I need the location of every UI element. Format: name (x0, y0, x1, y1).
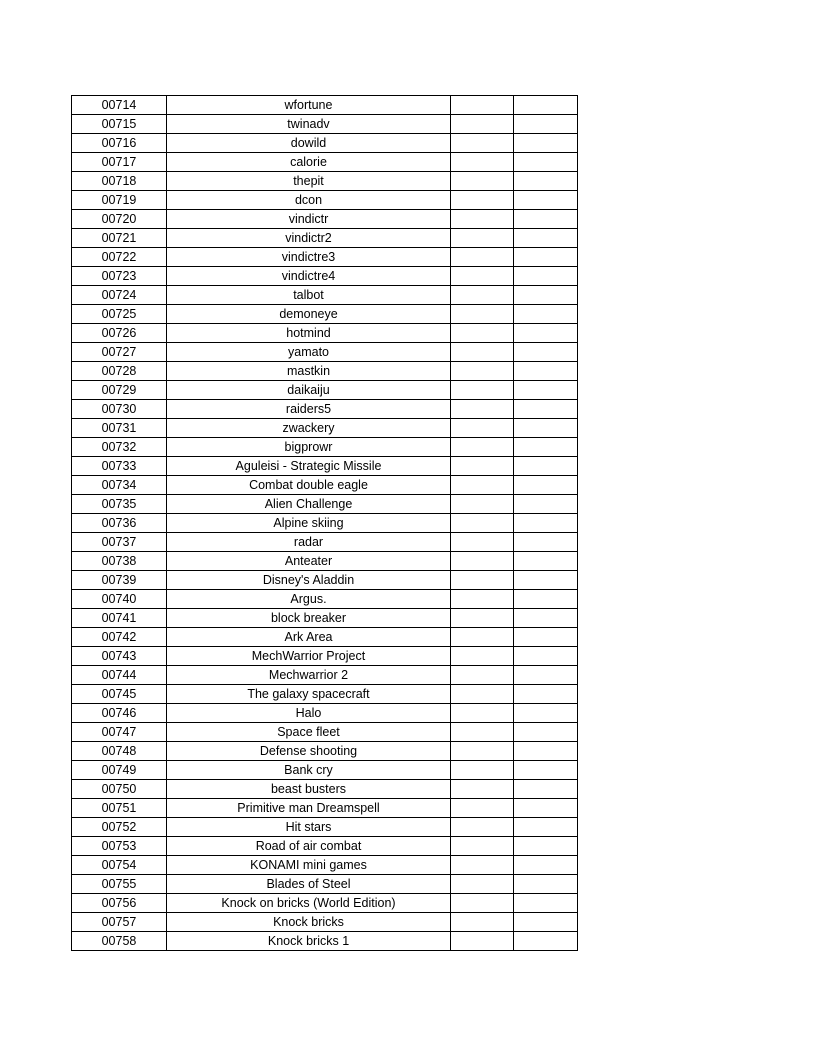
cell-empty-col3 (451, 476, 514, 495)
table-row (72, 552, 578, 571)
cell-empty-col4 (514, 780, 578, 799)
cell-empty-col4 (514, 248, 578, 267)
cell-id: 00755 (72, 875, 167, 894)
cell-name: Anteater (167, 552, 451, 571)
table-row (72, 96, 578, 115)
table-row (72, 742, 578, 761)
cell-id: 00741 (72, 609, 167, 628)
table-row (72, 514, 578, 533)
cell-empty-col4 (514, 267, 578, 286)
cell-empty-col3 (451, 856, 514, 875)
cell-empty-col4 (514, 343, 578, 362)
cell-empty-col3 (451, 381, 514, 400)
cell-id: 00726 (72, 324, 167, 343)
cell-name: zwackery (167, 419, 451, 438)
cell-id: 00748 (72, 742, 167, 761)
cell-empty-col4 (514, 514, 578, 533)
table-row (72, 172, 578, 191)
cell-name: calorie (167, 153, 451, 172)
cell-empty-col4 (514, 286, 578, 305)
cell-id: 00724 (72, 286, 167, 305)
cell-empty-col4 (514, 210, 578, 229)
cell-id: 00750 (72, 780, 167, 799)
cell-id: 00715 (72, 115, 167, 134)
cell-name: Space fleet (167, 723, 451, 742)
cell-empty-col4 (514, 818, 578, 837)
table-row (72, 134, 578, 153)
cell-empty-col3 (451, 172, 514, 191)
cell-id: 00729 (72, 381, 167, 400)
cell-name: Disney's Aladdin (167, 571, 451, 590)
cell-empty-col4 (514, 590, 578, 609)
table-row (72, 400, 578, 419)
cell-name: Primitive man Dreamspell (167, 799, 451, 818)
cell-empty-col3 (451, 818, 514, 837)
cell-name: Road of air combat (167, 837, 451, 856)
cell-name: KONAMI mini games (167, 856, 451, 875)
cell-id: 00732 (72, 438, 167, 457)
cell-empty-col3 (451, 134, 514, 153)
cell-name: Combat double eagle (167, 476, 451, 495)
table-body (72, 96, 578, 951)
cell-id: 00731 (72, 419, 167, 438)
cell-name: Alien Challenge (167, 495, 451, 514)
table-row (72, 286, 578, 305)
table-row (72, 666, 578, 685)
table-row (72, 267, 578, 286)
cell-name: bigprowr (167, 438, 451, 457)
cell-empty-col3 (451, 362, 514, 381)
cell-empty-col3 (451, 742, 514, 761)
cell-empty-col4 (514, 856, 578, 875)
cell-id: 00758 (72, 932, 167, 951)
table-row (72, 875, 578, 894)
cell-empty-col3 (451, 571, 514, 590)
cell-name: twinadv (167, 115, 451, 134)
cell-empty-col3 (451, 305, 514, 324)
cell-empty-col3 (451, 286, 514, 305)
spreadsheet-page (71, 95, 578, 951)
table-row (72, 628, 578, 647)
cell-empty-col3 (451, 495, 514, 514)
cell-name: Argus. (167, 590, 451, 609)
cell-name: vindictr2 (167, 229, 451, 248)
cell-id: 00728 (72, 362, 167, 381)
cell-id: 00740 (72, 590, 167, 609)
table-row (72, 343, 578, 362)
cell-empty-col3 (451, 153, 514, 172)
cell-empty-col3 (451, 191, 514, 210)
cell-name: Alpine skiing (167, 514, 451, 533)
cell-empty-col3 (451, 438, 514, 457)
cell-empty-col3 (451, 400, 514, 419)
cell-id: 00718 (72, 172, 167, 191)
cell-id: 00720 (72, 210, 167, 229)
cell-id: 00757 (72, 913, 167, 932)
table-row (72, 324, 578, 343)
cell-empty-col4 (514, 685, 578, 704)
cell-name: Bank cry (167, 761, 451, 780)
cell-id: 00721 (72, 229, 167, 248)
cell-id: 00739 (72, 571, 167, 590)
game-list-table (71, 95, 578, 951)
cell-empty-col4 (514, 723, 578, 742)
cell-id: 00749 (72, 761, 167, 780)
cell-name: demoneye (167, 305, 451, 324)
cell-name: yamato (167, 343, 451, 362)
cell-empty-col4 (514, 742, 578, 761)
cell-empty-col3 (451, 780, 514, 799)
table-row (72, 305, 578, 324)
table-row (72, 590, 578, 609)
cell-empty-col4 (514, 666, 578, 685)
cell-empty-col4 (514, 419, 578, 438)
cell-empty-col3 (451, 552, 514, 571)
cell-name: vindictr (167, 210, 451, 229)
cell-name: Ark Area (167, 628, 451, 647)
cell-empty-col3 (451, 875, 514, 894)
table-row (72, 894, 578, 913)
table-row (72, 248, 578, 267)
cell-name: The galaxy spacecraft (167, 685, 451, 704)
cell-empty-col4 (514, 761, 578, 780)
cell-id: 00742 (72, 628, 167, 647)
cell-empty-col3 (451, 837, 514, 856)
table-row (72, 609, 578, 628)
cell-empty-col3 (451, 514, 514, 533)
cell-id: 00745 (72, 685, 167, 704)
cell-id: 00734 (72, 476, 167, 495)
cell-empty-col3 (451, 628, 514, 647)
cell-empty-col3 (451, 96, 514, 115)
cell-empty-col3 (451, 609, 514, 628)
table-row (72, 191, 578, 210)
table-row (72, 704, 578, 723)
cell-id: 00743 (72, 647, 167, 666)
cell-empty-col4 (514, 134, 578, 153)
cell-name: Knock bricks 1 (167, 932, 451, 951)
cell-empty-col4 (514, 115, 578, 134)
table-row (72, 856, 578, 875)
table-row (72, 571, 578, 590)
table-row (72, 457, 578, 476)
cell-name: Knock on bricks (World Edition) (167, 894, 451, 913)
cell-empty-col4 (514, 457, 578, 476)
cell-name: Halo (167, 704, 451, 723)
cell-empty-col3 (451, 685, 514, 704)
cell-id: 00753 (72, 837, 167, 856)
cell-id: 00756 (72, 894, 167, 913)
table-row (72, 362, 578, 381)
cell-name: mastkin (167, 362, 451, 381)
cell-id: 00727 (72, 343, 167, 362)
table-row (72, 647, 578, 666)
cell-empty-col4 (514, 362, 578, 381)
cell-id: 00716 (72, 134, 167, 153)
cell-empty-col3 (451, 533, 514, 552)
cell-empty-col3 (451, 761, 514, 780)
cell-name: raiders5 (167, 400, 451, 419)
cell-empty-col4 (514, 932, 578, 951)
cell-id: 00722 (72, 248, 167, 267)
table-row (72, 685, 578, 704)
cell-id: 00730 (72, 400, 167, 419)
cell-empty-col4 (514, 476, 578, 495)
cell-id: 00717 (72, 153, 167, 172)
cell-id: 00714 (72, 96, 167, 115)
cell-name: daikaiju (167, 381, 451, 400)
cell-empty-col3 (451, 799, 514, 818)
cell-name: Blades of Steel (167, 875, 451, 894)
cell-empty-col4 (514, 571, 578, 590)
cell-name: dcon (167, 191, 451, 210)
cell-empty-col4 (514, 438, 578, 457)
cell-name: thepit (167, 172, 451, 191)
cell-id: 00736 (72, 514, 167, 533)
table-row (72, 913, 578, 932)
cell-empty-col3 (451, 229, 514, 248)
cell-empty-col4 (514, 533, 578, 552)
cell-name: dowild (167, 134, 451, 153)
cell-id: 00746 (72, 704, 167, 723)
cell-id: 00735 (72, 495, 167, 514)
cell-id: 00725 (72, 305, 167, 324)
cell-id: 00723 (72, 267, 167, 286)
table-row (72, 533, 578, 552)
table-row (72, 799, 578, 818)
cell-empty-col4 (514, 799, 578, 818)
cell-name: hotmind (167, 324, 451, 343)
table-row (72, 818, 578, 837)
table-row (72, 723, 578, 742)
cell-empty-col3 (451, 723, 514, 742)
cell-empty-col3 (451, 267, 514, 286)
table-row (72, 837, 578, 856)
cell-id: 00733 (72, 457, 167, 476)
table-row (72, 476, 578, 495)
table-row (72, 229, 578, 248)
cell-name: Aguleisi - Strategic Missile (167, 457, 451, 476)
cell-empty-col4 (514, 913, 578, 932)
table-row (72, 115, 578, 134)
cell-empty-col3 (451, 932, 514, 951)
cell-empty-col4 (514, 96, 578, 115)
cell-empty-col4 (514, 704, 578, 723)
cell-empty-col3 (451, 457, 514, 476)
cell-id: 00747 (72, 723, 167, 742)
cell-empty-col3 (451, 343, 514, 362)
cell-empty-col3 (451, 913, 514, 932)
cell-empty-col4 (514, 172, 578, 191)
cell-empty-col3 (451, 590, 514, 609)
table-row (72, 153, 578, 172)
table-row (72, 381, 578, 400)
cell-empty-col3 (451, 666, 514, 685)
cell-name: beast busters (167, 780, 451, 799)
cell-empty-col3 (451, 210, 514, 229)
cell-empty-col3 (451, 324, 514, 343)
cell-id: 00751 (72, 799, 167, 818)
cell-empty-col3 (451, 419, 514, 438)
table-row (72, 495, 578, 514)
table-row (72, 780, 578, 799)
cell-id: 00752 (72, 818, 167, 837)
cell-empty-col4 (514, 324, 578, 343)
cell-id: 00738 (72, 552, 167, 571)
cell-empty-col4 (514, 381, 578, 400)
cell-empty-col3 (451, 704, 514, 723)
cell-id: 00719 (72, 191, 167, 210)
cell-name: Knock bricks (167, 913, 451, 932)
cell-name: block breaker (167, 609, 451, 628)
cell-empty-col4 (514, 647, 578, 666)
cell-empty-col4 (514, 875, 578, 894)
cell-empty-col4 (514, 495, 578, 514)
cell-empty-col4 (514, 229, 578, 248)
cell-empty-col4 (514, 628, 578, 647)
cell-empty-col3 (451, 115, 514, 134)
table-row (72, 932, 578, 951)
cell-name: vindictre4 (167, 267, 451, 286)
cell-empty-col3 (451, 894, 514, 913)
cell-empty-col4 (514, 609, 578, 628)
table-row (72, 210, 578, 229)
cell-name: Hit stars (167, 818, 451, 837)
cell-name: talbot (167, 286, 451, 305)
cell-name: wfortune (167, 96, 451, 115)
cell-empty-col4 (514, 305, 578, 324)
cell-empty-col4 (514, 837, 578, 856)
cell-name: Mechwarrior 2 (167, 666, 451, 685)
cell-empty-col4 (514, 552, 578, 571)
cell-id: 00744 (72, 666, 167, 685)
table-row (72, 438, 578, 457)
cell-id: 00754 (72, 856, 167, 875)
cell-empty-col4 (514, 153, 578, 172)
table-row (72, 419, 578, 438)
cell-name: vindictre3 (167, 248, 451, 267)
cell-empty-col3 (451, 248, 514, 267)
cell-name: MechWarrior Project (167, 647, 451, 666)
table-row (72, 761, 578, 780)
cell-empty-col4 (514, 400, 578, 419)
cell-empty-col3 (451, 647, 514, 666)
cell-name: Defense shooting (167, 742, 451, 761)
cell-empty-col4 (514, 894, 578, 913)
cell-id: 00737 (72, 533, 167, 552)
cell-empty-col4 (514, 191, 578, 210)
cell-name: radar (167, 533, 451, 552)
